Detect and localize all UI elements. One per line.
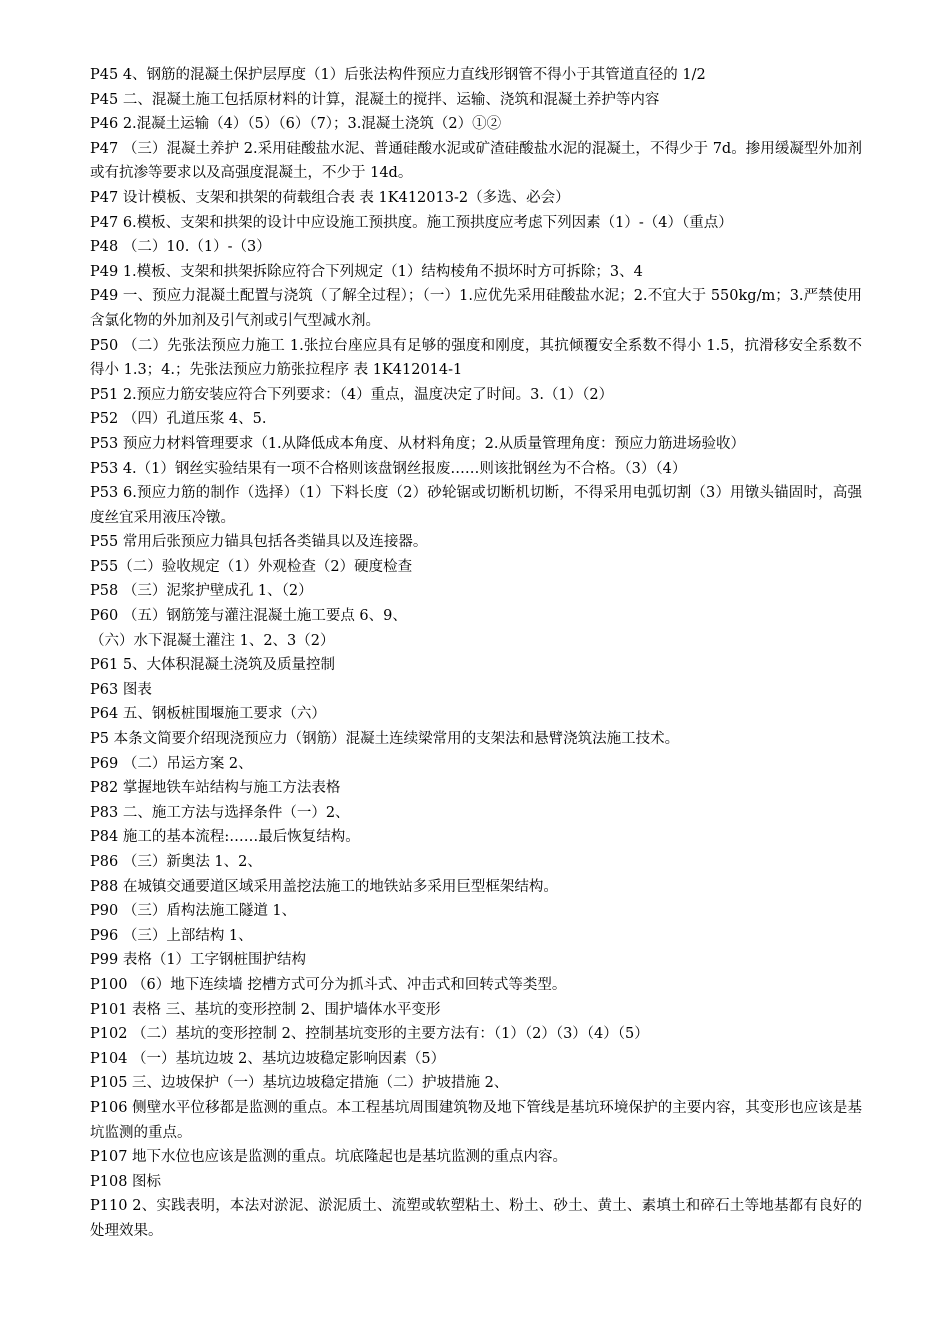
text-line: P52 （四）孔道压浆 4、5.: [90, 411, 267, 428]
text-line: P55 常用后张预应力锚具包括各类锚具以及连接器。: [90, 534, 428, 551]
text-paragraph: P49 一、预应力混凝土配置与浇筑（了解全过程）；（一）1.应优先采用硅酸盐水泥；2.不宜大于 550kg/m；3.严禁使用含氯化物的外加剂及引气剂或引气型减水剂。: [90, 288, 862, 329]
text-line: P83 二、施工方法与选择条件（一）2、: [90, 804, 350, 821]
text-line: P51 2.预应力筋安装应符合下列要求：（4）重点，温度决定了时间。3.（1）（2）: [90, 386, 614, 403]
text-line: P108 图标: [90, 1173, 162, 1190]
text-line: P60 （五）钢筋笼与灌注混凝土施工要点 6、9、: [90, 608, 407, 625]
text-line: P102 （二）基坑的变形控制 2、控制基坑变形的主要方法有：（1）（2）（3）（4）（5）: [90, 1026, 649, 1043]
text-line: P5 本条文简要介绍现浇预应力（钢筋）混凝土连续梁常用的支架法和悬臂浇筑法施工技术。: [90, 731, 680, 748]
text-line: P105 三、边坡保护（一）基坑边坡稳定措施（二）护坡措施 2、: [90, 1075, 509, 1092]
text-line: P46 2.混凝土运输（4）（5）（6）（7）；3.混凝土浇筑（2）①②: [90, 116, 502, 133]
text-line: P101 表格 三、基坑的变形控制 2、围护墙体水平变形: [90, 1001, 441, 1018]
text-line: P84 施工的基本流程:……最后恢复结构。: [90, 829, 360, 846]
text-line: P58 （三）泥浆护壁成孔 1、（2）: [90, 583, 313, 600]
text-line: P63 图表: [90, 681, 152, 698]
text-line: P47 6.模板、支架和拱架的设计中应设施工预拱度。施工预拱度应考虑下列因素（1）-（4）（重点）: [90, 214, 733, 231]
text-paragraph: P110 2、实践表明，本法对淤泥、淤泥质土、流塑或软塑粘土、粉土、砂土、黄土、素填土和碎石土等地基都有良好的处理效果。: [90, 1198, 862, 1239]
text-paragraph: P106 侧壁水平位移都是监测的重点。本工程基坑周围建筑物及地下管线是基坑环境保护的主要内容，其变形也应该是基坑监测的重点。: [90, 1099, 862, 1141]
text-line: P64 五、钢板桩围堰施工要求（六）: [90, 706, 326, 723]
text-line: P48 （二）10.（1）-（3）: [90, 239, 271, 256]
text-paragraph: P50 （二）先张法预应力施工 1.张拉台座应具有足够的强度和刚度，其抗倾覆安全系数不得小 1.5，抗滑移安全系数不得小 1.3；4.；先张法预应力筋张拉程序 表 1K412014-1: [90, 337, 862, 379]
text-line: P49 1.模板、支架和拱架拆除应符合下列规定（1）结构棱角不损坏时方可拆除；3、4: [90, 263, 643, 280]
text-paragraph: P47 （三）混凝土养护 2.采用硅酸盐水泥、普通硅酸水泥或矿渣硅酸盐水泥的混凝土，不得少于 7d。掺用缓凝型外加剂或有抗渗等要求以及高强度混凝土，不少于 14d。: [90, 140, 862, 182]
text-paragraph: P53 6.预应力筋的制作（选择）（1）下料长度（2）砂轮锯或切断机切断，不得采用电弧切割（3）用镦头锚固时，高强度丝宜采用液压冷镦。: [90, 485, 862, 526]
text-line: P96 （三）上部结构 1、: [90, 927, 253, 944]
text-line: P90 （三）盾构法施工隧道 1、: [90, 903, 297, 920]
text-line: P82 掌握地铁车站结构与施工方法表格: [90, 780, 341, 797]
text-line: P99 表格（1）工字钢桩围护结构: [90, 952, 307, 969]
text-line: P100 （6）地下连续墙 挖槽方式可分为抓斗式、冲击式和回转式等类型。: [90, 976, 567, 993]
text-line: P69 （二）吊运方案 2、: [90, 755, 253, 772]
text-line: P53 预应力材料管理要求（1.从降低成本角度、从材料角度；2.从质量管理角度：预应力筋进场验收）: [90, 435, 745, 452]
text-line: P107 地下水位也应该是监测的重点。坑底隆起也是基坑监测的重点内容。: [90, 1149, 568, 1166]
document-body: [90, 63, 862, 1244]
text-line: P47 设计模板、支架和拱架的荷载组合表 表 1K412013-2（多选、必会）: [90, 189, 570, 206]
text-line: P53 4.（1）钢丝实验结果有一项不合格则该盘钢丝报废……则该批钢丝为不合格。（3）（4）: [90, 460, 687, 477]
text-line: P86 （三）新奥法 1、2、: [90, 854, 262, 870]
text-line: P45 二、混凝土施工包括原材料的计算，混凝土的搅拌、运输、浇筑和混凝土养护等内容: [90, 91, 660, 108]
text-line: （六）水下混凝土灌注 1、2、3（2）: [90, 632, 335, 649]
text-line: P104 （一）基坑边坡 2、基坑边坡稳定影响因素（5）: [90, 1050, 446, 1067]
text-line: P61 5、大体积混凝土浇筑及质量控制: [90, 657, 336, 674]
text-line: P45 4、钢筋的混凝土保护层厚度（1）后张法构件预应力直线形钢管不得小于其管道直径的 1/2: [90, 67, 706, 83]
text-line: P88 在城镇交通要道区域采用盖挖法施工的地铁站多采用巨型框架结构。: [90, 878, 558, 895]
text-line: P55（二）验收规定（1）外观检查（2）硬度检查: [90, 558, 413, 575]
